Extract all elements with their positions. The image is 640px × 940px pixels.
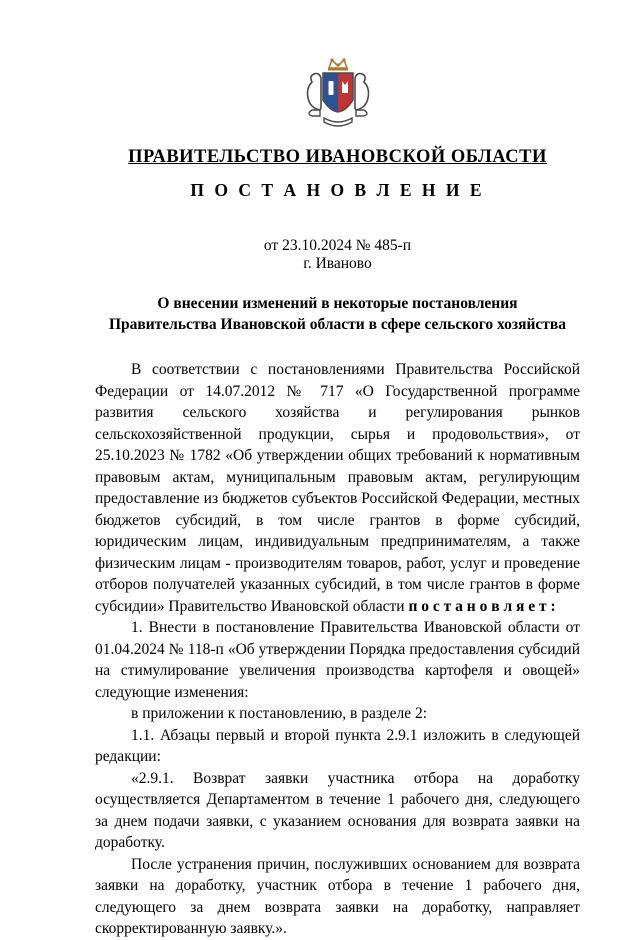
body-paragraph [95,359,580,617]
document-body [95,359,580,940]
griffin-supporter-icon [355,74,369,117]
ribbon-icon [324,118,352,126]
crown-icon [328,58,348,70]
body-paragraph [95,617,580,703]
org-title: ПРАВИТЕЛЬСТВО ИВАНОВСКОЙ ОБЛАСТИ [128,147,547,167]
lion-supporter-icon [307,74,321,117]
doc-type-title: П О С Т А Н О В Л Е Н И Е [190,180,485,200]
paragraph-text: «2.9.1. Возврат заявки участника отбора на доработку осуществляется Департаментом в течение 1 рабочего дня, следующего за днем подачи заявки, с указанием основания для возврата заявки на доработку. [95,769,580,851]
paragraph-text: 1.1. Абзацы первый и второй пункта 2.9.1 изложить в следующей редакции: [95,726,580,765]
coat-of-arms [95,56,580,135]
paragraph-text: в приложении к постановлению, в разделе 2: [131,705,428,722]
paragraph-text: После устранения причин, послуживших основанием для возврата заявки на доработку, участник отбора в течение 1 рабочего дня, следующего за днем возврата заявки на доработку, направляет скорректированную заявку.». [95,855,580,937]
date-line: от 23.10.2024 № 485-п [263,237,412,254]
body-paragraph [95,768,580,854]
body-paragraph [95,725,580,768]
coat-of-arms-icon [282,56,394,130]
shield-icon [323,73,353,112]
paragraph-text: В соответствии с постановлениями Правительства Российской Федерации от 14.07.2012 № 717 «О Государственной программе развития сельского хозяйства и регулирования рынков сельскохозяйственной продукции, сырья и продовольствия», от 25.10.2023 № 1782 «Об утверждении общих требований к нормативным правовым актам, муниципальным правовым актам, регулирующим предоставление из бюджетов субъектов Российской Федерации, местных бюджетов субсидий, в том числе грантов в форме субсидий, юридическим лицам, индивидуальным предпринимателям, а также физическим лицам - производителям товаров, работ, услуг и проведение отборов получателей указанных субсидий, в том числе грантов в форме субсидии» Правительство Ивановской области [95,361,580,615]
paragraph-text-bold: п о с т а н о в л я е т : [408,597,556,615]
subject-title: О внесении изменений в некоторые постановления Правительства Ивановской области в сфере сельского хозяйства [108,295,567,333]
paragraph-text: 1. Внести в постановление Правительства Ивановской области от 01.04.2024 № 118-п «Об утверждении Порядка предоставления субсидий на стимулирование увеличения производства картофеля и овощей» следующие изменения: [95,619,580,701]
body-paragraph [95,854,580,940]
city-line: г. Иваново [303,255,372,272]
body-paragraph [95,703,580,725]
